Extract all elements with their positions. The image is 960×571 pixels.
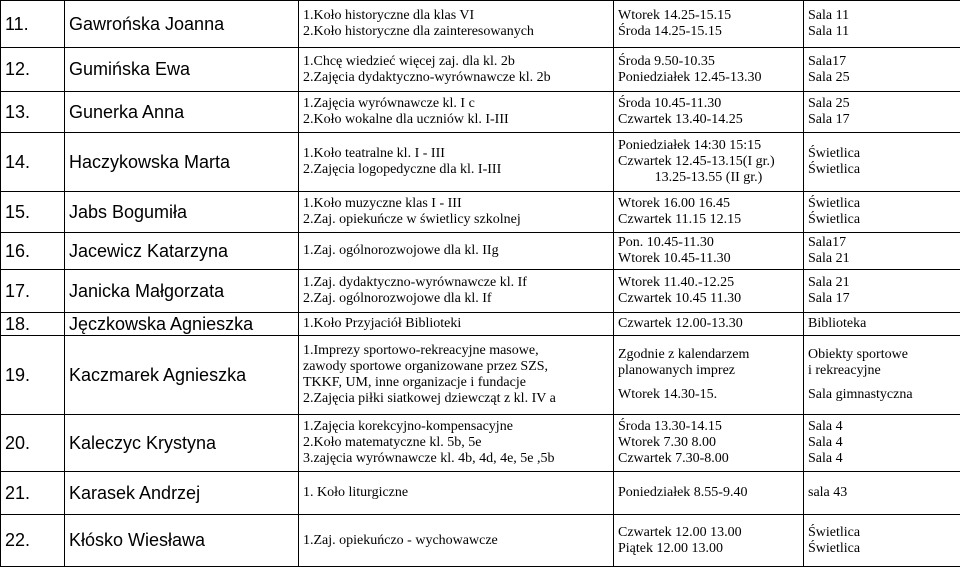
time-line: Wtorek 10.45-11.30 [618, 251, 731, 266]
activity-line: 3.zajęcia wyrównawcze kl. 4b, 4d, 4e, 5e ,5b [303, 451, 555, 466]
rooms-cell [804, 92, 960, 133]
time-line: Czwartek 10.45 11.30 [618, 291, 742, 306]
row-number: 17. [1, 270, 65, 313]
activity-line: 2.Zajęcia piłki siatkowej dziewcząt z kl. IV a [303, 391, 556, 406]
activities-cell [299, 133, 614, 192]
row-number: 21. [1, 472, 65, 515]
room-line: Sala 17 [808, 291, 850, 306]
rooms-cell [804, 515, 960, 567]
activities-cell [299, 472, 614, 515]
times-cell [614, 515, 804, 567]
row-number: 13. [1, 92, 65, 133]
room-line: Sala 21 [808, 251, 850, 266]
times-cell [614, 270, 804, 313]
times-cell [614, 48, 804, 92]
time-line: Zgodnie z kalendarzem [618, 347, 750, 362]
room-line: Świetlica [808, 524, 861, 540]
time-line: Środa 9.50-10.35 [618, 53, 715, 69]
activities-cell [299, 415, 614, 472]
activity-line: 2.Zaj. ogólnorozwojowe dla kl. If [303, 291, 492, 306]
time-line: Wtorek 14.30-15. [618, 387, 718, 402]
time-line: Czwartek 7.30-8.00 [618, 451, 729, 466]
rooms-cell [804, 133, 960, 192]
times-cell [614, 233, 804, 270]
times-cell [614, 192, 804, 233]
activity-line: 1.Zajęcia wyrównawcze kl. I c [303, 96, 475, 111]
table-row [1, 192, 960, 233]
room-line: Sala gimnastyczna [808, 387, 913, 402]
room-line: Sala17 [808, 235, 847, 250]
room-line: Świetlica [808, 212, 861, 227]
times-cell [614, 472, 804, 515]
teacher-name: Kaczmarek Agnieszka [65, 336, 299, 415]
activity-line: 1.Zajęcia korekcyjno-kompensacyjne [303, 419, 513, 434]
rooms-cell [804, 233, 960, 270]
times-cell [614, 313, 804, 336]
activities-cell [299, 270, 614, 313]
room-line: Biblioteka [808, 316, 867, 331]
row-number: 11. [1, 1, 65, 48]
activities-cell [299, 313, 614, 336]
table-row [1, 472, 960, 515]
activity-line: 1.Imprezy sportowo-rekreacyjne masowe, [303, 343, 539, 358]
time-spacer [618, 379, 799, 387]
teacher-name: Jęczkowska Agnieszka [65, 313, 299, 336]
time-line: Wtorek 16.00 16.45 [618, 196, 730, 211]
room-line: Sala 25 [808, 96, 850, 111]
teacher-name: Jabs Bogumiła [65, 192, 299, 233]
activities-cell [299, 515, 614, 567]
activities-cell [299, 92, 614, 133]
activities-cell [299, 192, 614, 233]
row-number: 12. [1, 48, 65, 92]
row-number: 18. [1, 313, 65, 336]
room-line: Sala 4 [808, 419, 843, 434]
teacher-name: Janicka Małgorzata [65, 270, 299, 313]
teacher-name: Jacewicz Katarzyna [65, 233, 299, 270]
table-row [1, 233, 960, 270]
rooms-cell [804, 192, 960, 233]
time-line: Wtorek 7.30 8.00 [618, 435, 716, 450]
times-cell [614, 415, 804, 472]
rooms-cell [804, 48, 960, 92]
room-line: Sala17 [808, 53, 847, 69]
time-line: Środa 13.30-14.15 [618, 419, 722, 434]
activity-line: 2.Koło historyczne dla zainteresowanych [303, 24, 534, 39]
rooms-cell [804, 415, 960, 472]
teacher-name: Gumińska Ewa [65, 48, 299, 92]
room-line: Obiekty sportowe [808, 347, 908, 362]
activity-line: 1.Koło teatralne kl. I - III [303, 146, 445, 161]
room-line: i rekreacyjne [808, 363, 881, 378]
room-line: Sala 25 [808, 69, 850, 85]
table-row [1, 313, 960, 336]
table-row [1, 336, 960, 415]
rooms-cell [804, 313, 960, 336]
activities-cell [299, 233, 614, 270]
teacher-name: Kaleczyc Krystyna [65, 415, 299, 472]
activities-cell [299, 336, 614, 415]
teacher-name: Haczykowska Marta [65, 133, 299, 192]
activity-line: 1. Koło liturgiczne [303, 485, 409, 500]
row-number: 15. [1, 192, 65, 233]
time-line: 13.25-13.55 (II gr.) [654, 170, 763, 185]
time-line: Czwartek 11.15 12.15 [618, 212, 742, 227]
activity-line: 1.Zaj. opiekuńczo - wychowawcze [303, 532, 498, 548]
activity-line: 2.Zaj. opiekuńcze w świetlicy szkolnej [303, 212, 521, 227]
table-row [1, 133, 960, 192]
activities-cell [299, 1, 614, 48]
time-line: Wtorek 11.40.-12.25 [618, 275, 735, 290]
room-line: Sala 11 [808, 8, 850, 23]
activity-line: 1.Chcę wiedzieć więcej zaj. dla kl. 2b [303, 53, 515, 69]
activity-line: TKKF, UM, inne organizacje i fundacje [303, 375, 526, 390]
time-line: Środa 10.45-11.30 [618, 96, 722, 111]
room-line: Świetlica [808, 196, 861, 211]
row-number: 16. [1, 233, 65, 270]
teacher-name: Gawrońska Joanna [65, 1, 299, 48]
activity-line: 1.Koło muzyczne klas I - III [303, 196, 462, 211]
room-line: Świetlica [808, 162, 861, 177]
time-line: Czwartek 12.00 13.00 [618, 524, 742, 540]
time-line: Wtorek 14.25-15.15 [618, 8, 732, 23]
rooms-cell [804, 472, 960, 515]
activity-line: 2.Zajęcia logopedyczne dla kl. I-III [303, 162, 502, 177]
table-row [1, 1, 960, 48]
rooms-cell [804, 1, 960, 48]
table-row [1, 48, 960, 92]
table-row [1, 415, 960, 472]
table-row [1, 515, 960, 567]
room-line: Sala 21 [808, 275, 850, 290]
room-line: sala 43 [808, 485, 848, 500]
time-line: Poniedziałek 12.45-13.30 [618, 69, 762, 85]
room-spacer [808, 379, 960, 387]
row-number: 14. [1, 133, 65, 192]
time-line: Czwartek 13.40-14.25 [618, 112, 743, 127]
rooms-cell [804, 336, 960, 415]
times-cell [614, 92, 804, 133]
activity-line: 1.Koło historyczne dla klas VI [303, 8, 475, 23]
time-line: Środa 14.25-15.15 [618, 24, 722, 39]
teacher-name: Kłósko Wiesława [65, 515, 299, 567]
time-line: planowanych imprez [618, 363, 736, 378]
row-number: 22. [1, 515, 65, 567]
table-row [1, 92, 960, 133]
activity-line: 2.Koło wokalne dla uczniów kl. I-III [303, 112, 509, 127]
activity-line: 1.Koło Przyjaciół Biblioteki [303, 316, 462, 331]
room-line: Sala 4 [808, 435, 843, 450]
activities-cell [299, 48, 614, 92]
room-line: Świetlica [808, 540, 861, 556]
time-line: Poniedziałek 14:30 15:15 [618, 138, 762, 153]
activity-line: 2.Koło matematyczne kl. 5b, 5e [303, 435, 482, 450]
times-cell [614, 133, 804, 192]
table-row [1, 270, 960, 313]
activity-line: zawody sportowe organizowane przez SZS, [303, 359, 549, 374]
row-number: 20. [1, 415, 65, 472]
teacher-name: Gunerka Anna [65, 92, 299, 133]
time-line: Pon. 10.45-11.30 [618, 235, 714, 250]
time-line: Czwartek 12.45-13.15(I gr.) [618, 154, 775, 169]
time-line: Poniedziałek 8.55-9.40 [618, 485, 748, 500]
time-line: Piątek 12.00 13.00 [618, 540, 723, 556]
row-number: 19. [1, 336, 65, 415]
activity-line: 2.Zajęcia dydaktyczno-wyrównawcze kl. 2b [303, 69, 551, 85]
room-line: Sala 17 [808, 112, 850, 127]
activity-line: 1.Zaj. dydaktyczno-wyrównawcze kl. If [303, 275, 527, 290]
teacher-name: Karasek Andrzej [65, 472, 299, 515]
room-line: Sala 4 [808, 451, 843, 466]
times-cell [614, 336, 804, 415]
room-line: Sala 11 [808, 24, 850, 39]
activity-line: 1.Zaj. ogólnorozwojowe dla kl. IIg [303, 243, 499, 258]
rooms-cell [804, 270, 960, 313]
times-cell [614, 1, 804, 48]
room-line: Świetlica [808, 146, 861, 161]
time-line: Czwartek 12.00-13.30 [618, 316, 743, 331]
